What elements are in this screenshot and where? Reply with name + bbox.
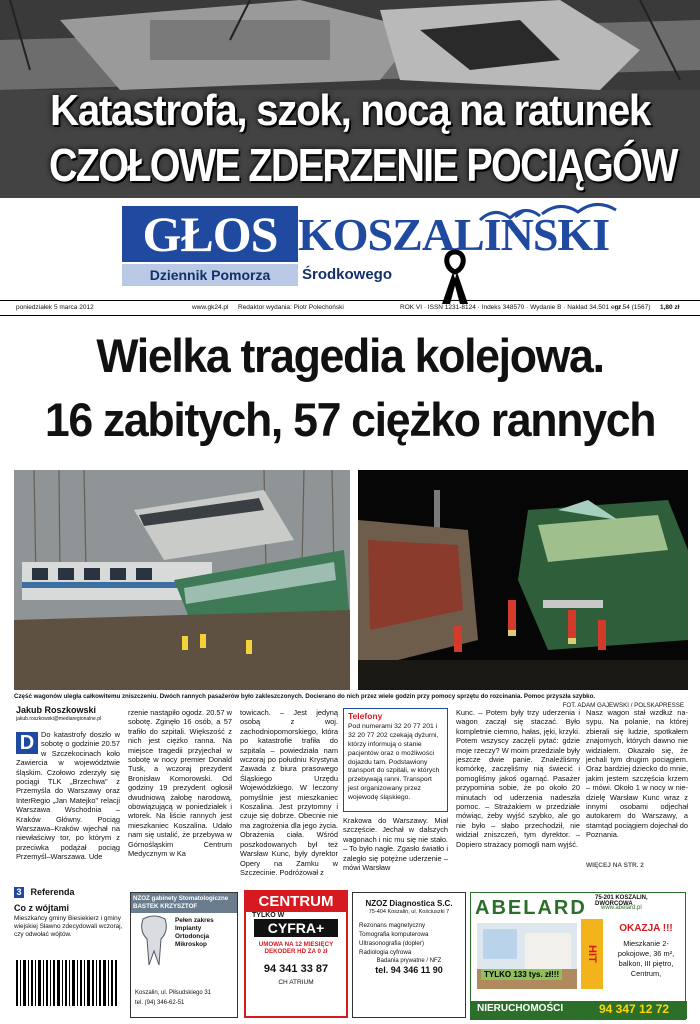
ad2-place: CH ATRIUM [278, 979, 314, 986]
barcode-icon [14, 958, 120, 1016]
ad3-address: 75-404 Koszalin, ul. Kościuszki 7 [368, 909, 450, 915]
sidebar-text: Pod numerami 32 20 77 201 i 32 20 77 202 czekają dyżurni, którzy informują o stanie pacjentów oraz o możliwości dojazdu tam. Podstawiony transport do szpitali, w których przebywają ranni. Transport jest organizowany przez wojewodę śląskiego. [348, 722, 440, 802]
masthead-koszalinski: KOSZALIŃSKI [298, 209, 610, 260]
banner-line-1: Katastrofa, szok, nocą na ratunek [49, 86, 651, 135]
issue-date: poniedziałek 5 marca 2012 [16, 304, 94, 311]
ad3-note: Badania prywatne / NFZ [376, 958, 442, 964]
ad1-phone: tel. (94) 346-62-51 [135, 1000, 185, 1006]
ad3-phone: tel. 94 346 11 90 [375, 965, 443, 975]
main-headline-line-1: Wielka tragedia kolejowa. [96, 329, 604, 382]
ad2-title: CENTRUM [246, 892, 346, 912]
dropcap: D [16, 732, 38, 754]
teaser-title: Co z wójtami [14, 903, 70, 913]
top-photo-banner [0, 0, 700, 198]
ad1-item: Pełen zakres [175, 917, 214, 924]
masthead-subtitle-left: Dziennik Pomorza [122, 264, 298, 286]
night-rescue-photo [358, 470, 688, 690]
masthead-glos: GŁOS [122, 206, 298, 262]
article-column-6 [586, 708, 688, 860]
ad4-offer-text: Mieszkanie 2-pokojowe, 36 m², balkon, III piętro, Centrum, [617, 939, 675, 978]
ad4-web[interactable]: www.abelard.pl [601, 905, 642, 911]
ad1-title: NZOZ gabinety Stomatologiczne BASTEK KRZYSZTOF [131, 893, 237, 913]
ad3-title: NZOZ Diagnostica S.C. [365, 899, 453, 908]
article-column-4 [343, 816, 448, 878]
article-col2-text: rzenie nastąpiło ogodz. 20.57 w sobotę. Zginęło 16 osób, a 57 trafiło do szpitali. Większość z nich jest ciężko ranna. Na miejsce tragedii przyjechał w sobotę w nocy premier Donald Tusk, a wczoraj prezydent Bronisław Komorowski. Od godziny 19 prezydent ogłosił dwudniową żałobę narodową, obowiązującą w poniedziałek i wtorek. Na liście rannych jest mieszkaniec Koszalina. Udało nam się ustalić, że przebywa w Górnośląskim Centrum Medycznym w Ka [128, 708, 232, 859]
article-col3-text: towicach. – Jest jedyną osobą z woj. zachodniopomorskiego, która po katastrofie trafiła do szpitala – powiedziała nam wczoraj po południu Krystyna Zawada z biura prasowego Śląskiego Urzędu Wojewódzkiego. W leczony pomyślnie jest mieszkaniec Koszalina. Jest przytomny i czuje się dobrze. Obecnie nie ma zagrożenia dla jego życia. Obrażenia ciała. Wśród poszkodowanych był też Warsław Kunc, były dyrektor Opery na Zamku w Szczecinie. Podróżował z [240, 708, 338, 877]
ad3-service: Rezonans magnetyczny [359, 922, 426, 929]
teaser-text: Mieszkańcy gminy Biesiekierz i gminy wiejskiej Sławno zdecydowali wczoraj, czy odwołać wójtów. [14, 915, 123, 938]
article-column-3 [240, 708, 338, 877]
ad3-service: Tomografia komputerowa [359, 931, 429, 938]
teaser-page-number: 3 [14, 887, 24, 898]
ad1-item: Implanty [175, 925, 202, 932]
price: 1,80 zł [660, 304, 680, 311]
diagnostica-ad[interactable] [352, 892, 466, 1018]
ad4-footer-label: NIERUCHOMOŚCI [477, 1003, 564, 1014]
photo-credit: FOT. ADAM GAJEWSKI / POLSKAPRESSE [562, 702, 684, 709]
ad4-address: 75-201 KOSZALIN, DWORCOWA [595, 895, 648, 907]
editor-credit: Redaktor wydania: Piotr Polechoński [238, 304, 344, 311]
article-column-2 [128, 708, 232, 878]
abelard-real-estate-ad[interactable] [470, 892, 686, 1020]
article-author: Jakub Roszkowski [16, 705, 97, 715]
seagulls-icon [470, 200, 620, 230]
article-column-5 [456, 708, 580, 878]
teaser-section: Referenda [30, 887, 75, 897]
website-link[interactable]: www.gk24.pl [192, 304, 229, 311]
ad4-brand: ABELARD [475, 897, 587, 919]
mourning-ribbon-icon [438, 248, 472, 306]
ad1-item: Mikroskop [175, 941, 207, 948]
ad4-price: TYLKO 133 tys. zł!!! [481, 969, 562, 980]
article-column-1 [16, 730, 120, 880]
derailed-train-photo [14, 470, 350, 690]
main-headline-line-2: 16 zabitych, 57 ciężko rannych [44, 393, 656, 446]
ad3-service: Ultrasonografia (dopler) [359, 940, 424, 947]
masthead [0, 198, 700, 302]
tooth-icon [139, 915, 169, 969]
article-col1-text: Do katastrofy doszło w sobotę o godzinie 20.57 w Szczekocinach koło Zawiercia w województwie śląskim. Czołowo zderzyły się pociągi TLK „Brzechwa" z Przemyśla do Warszawy oraz InterRegio „Jan Matejko" relacji Warszawa Wschodnia – Kraków Główny. Pociąg Warszawa–Kraków wjechał na niewłaściwy tor, po którym z przeciwka podążał pociąg Przemyśl–Warszawa. Ude [16, 730, 120, 862]
article-col4-text: Krakowa do Warszawy. Miał szczęście. Jechał w dalszych wagonach i nic mu się nie stało. – To było nagłe. Zgasło światło i zaległo się potężne uderzenie – mówi Warsław [343, 816, 448, 873]
ad2-phone: 94 341 33 87 [263, 963, 329, 975]
ad2-promo: UMOWA NA 12 MIESIĘCY [258, 941, 334, 948]
issue-number: nr 54 (1567) [615, 304, 651, 311]
ad2-subtitle: TYLKO W [252, 912, 285, 919]
continued-page-link[interactable]: WIĘCEJ NA STR. 2 [586, 862, 644, 869]
masthead-subtitle-right: Środkowego [302, 266, 393, 283]
caption-text: Część wagonów uległa całkowitemu zniszczeniu. Dwóch rannych pasażerów było zakleszczonych. Docierano do nich przez wiele godzin przy pomocy sprzętu do rozcinania. Pomoc przyszła szybko. [14, 693, 596, 700]
issue-info: ROK VI · ISSN 1231-8124 · Indeks 348570 · Wydanie B · Nakład 34.501 egz. [400, 304, 624, 311]
sidebar-title: Telefony [348, 711, 383, 721]
author-email: jakub.roszkowski@mediaregionalne.pl [16, 716, 102, 722]
hit-badge: HIT [581, 919, 603, 989]
ad4-offer-title: OKAZJA !!! [619, 923, 673, 934]
info-bar [0, 300, 700, 316]
article-col5-text: Kunc. – Potem były trzy uderzenia i wagon zaczął się staczać. Było kompletnie ciemno, hałas, jęki, krzyki. Potem wszyscy zaczęli pytać: gdzie moje rzeczy? W moim przedziale były jeszcze dwie panie. Znaleźliśmy komórkę, zaczęliśmy nią świecić i pomogliśmy jakoś ogarnąć. Pasażer przypomina sobie, że po około 20 minutach od uderzenia nadeszła pomoc. – Strażakiem w przedziałe mówiąc, żeby wyjść szybko, ale go nie było – słabo przechodził, nie widział zniszczeń, tym dyrektor. – Dopiero strażacy pomogli nam wyjść. [456, 708, 580, 849]
ad3-service: Radiologia cyfrowa [359, 949, 412, 956]
ad1-address: Koszalin, ul. Piłsudskiego 31 [135, 990, 212, 996]
dental-clinic-ad[interactable] [130, 892, 238, 1018]
ad4-phone: 94 347 12 72 [599, 1002, 670, 1016]
article-col6-text: Nasz wagon stał wzdłuż nasypu. Na polanie, na której zbierali się ludzie, spotkałem znajomych, których dawno nie widziałem. Okazało się, że jechali tym drugim pociągiem. Oraz bardziej dziecko do mnie, jakim jestem szczęścia krzem – mówi. Około 1 w nocy w niedzielę Warsław Kunc wraz z innymi osobami odjechał autokarem do Warszawy, a stamtąd pociągiem dojechał do Poznania. [586, 708, 688, 840]
ad2-brand: CYFRA+ [254, 919, 338, 937]
banner-line-2: CZOŁOWE ZDERZENIE POCIĄGÓW [49, 139, 677, 191]
ad1-item: Ortodoncja [175, 933, 210, 940]
cyfra-plus-ad[interactable] [244, 890, 348, 1018]
telefony-sidebar [343, 708, 448, 812]
ad2-promo-2: DEKODER HD ZA 0 zł [264, 948, 328, 955]
